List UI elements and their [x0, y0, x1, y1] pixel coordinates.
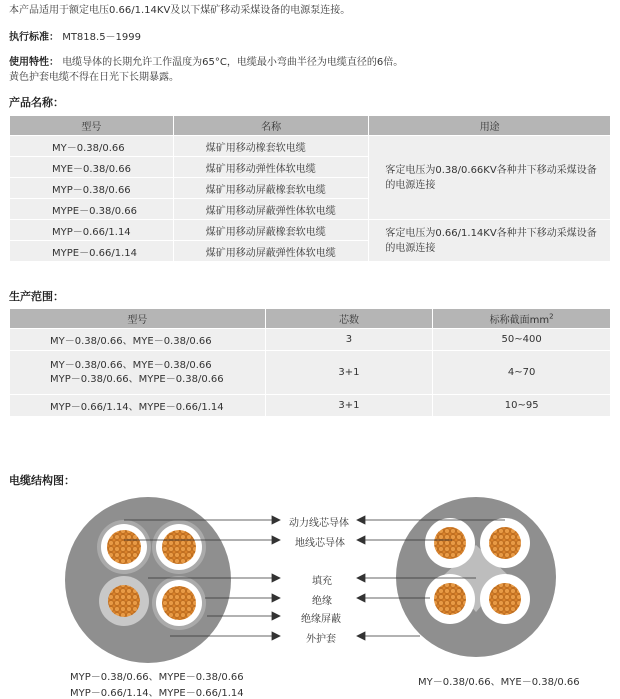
properties-label: 使用特性：: [9, 57, 59, 68]
name-cell: 煤矿用移动弹性体软电缆: [173, 157, 369, 178]
cores-cell: 3+1: [265, 395, 433, 417]
product-names-heading: 产品名称：: [9, 96, 64, 109]
power-conductor: [162, 530, 196, 564]
arrow-head: [272, 516, 280, 524]
model-line-2: MYP－0.38/0.66、MYPE－0.38/0.66: [50, 373, 224, 385]
properties-text-2: 黄色护套电缆不得在日光下长期暴露。: [9, 72, 179, 83]
name-cell: 煤矿用移动屏蔽橡套软电缆: [173, 220, 369, 241]
arrow-head: [357, 516, 365, 524]
power-conductor: [107, 530, 141, 564]
section-cell: 10~95: [433, 395, 611, 417]
usage-2-line-2: 的电源连接: [385, 242, 436, 254]
standard-line: [9, 31, 141, 45]
arrow-head: [272, 612, 280, 620]
table-row: [10, 329, 611, 351]
table-row: [10, 136, 611, 157]
product-names-table: [9, 115, 611, 262]
arrow-head: [272, 632, 280, 640]
arrow-head: [357, 536, 365, 544]
header-model: 型号: [10, 116, 174, 136]
ground-conductor: [108, 585, 140, 617]
usage-2-line-1: 客定电压为0.66/1.14KV各种井下移动采煤设备: [385, 227, 597, 239]
left-caption-line-2: MYP－0.66/1.14、MYPE－0.66/1.14: [70, 688, 244, 699]
power-conductor: [162, 586, 196, 620]
right-caption: MY－0.38/0.66、MYE－0.38/0.66: [418, 677, 580, 688]
usage-1-line-2: 的电源连接: [385, 179, 436, 191]
arrow-head: [272, 594, 280, 602]
model-cell: MYP－0.66/1.14、MYPE－0.66/1.14: [10, 395, 266, 417]
label-ground-conductor: 地线芯导体: [295, 538, 345, 549]
table-header-row: [10, 116, 611, 136]
production-range-table: [9, 308, 611, 417]
name-cell: 煤矿用移动橡套软电缆: [173, 136, 369, 157]
cable-structure-diagram: [0, 480, 620, 699]
standard-label: 执行标准：: [9, 32, 59, 43]
model-cell: [10, 351, 266, 395]
table-row: [10, 395, 611, 417]
model-cell: MY－0.38/0.66: [10, 136, 174, 157]
properties-line-1: [9, 56, 403, 70]
model-line-1: MY－0.38/0.66、MYE－0.38/0.66: [50, 359, 212, 371]
header-cores: 芯数: [265, 309, 433, 329]
power-conductor: [489, 583, 521, 615]
usage-cell-2: [369, 220, 611, 262]
arrow-head: [272, 536, 280, 544]
properties-text-1: 电缆导体的长期允许工作温度为65°C，电缆最小弯曲半径为电缆直径的6倍。: [62, 57, 404, 68]
header-name: 名称: [173, 116, 369, 136]
arrow-head: [357, 594, 365, 602]
name-cell: 煤矿用移动屏蔽橡套软电缆: [173, 178, 369, 199]
label-filler: 填充: [312, 576, 332, 587]
standard-value: MT818.5－1999: [62, 32, 142, 43]
header-section-text: 标称截面mm: [489, 315, 550, 326]
header-usage: 用途: [369, 116, 611, 136]
name-cell: 煤矿用移动屏蔽弹性体软电缆: [173, 199, 369, 220]
usage-cell-1: [369, 136, 611, 220]
label-power-conductor: 动力线芯导体: [289, 518, 349, 529]
section-cell: 50~400: [433, 329, 611, 351]
power-conductor: [489, 527, 521, 559]
name-cell: 煤矿用移动屏蔽弹性体软电缆: [173, 241, 369, 262]
outer-sheath: [65, 497, 231, 663]
label-insulation: 绝缘: [312, 596, 332, 607]
cores-cell: 3: [265, 329, 433, 351]
model-cell: MYPE－0.66/1.14: [10, 241, 174, 262]
header-model: 型号: [10, 309, 266, 329]
cores-cell: 3+1: [265, 351, 433, 395]
table-row: [10, 220, 611, 241]
label-insulation-shield: 绝缘屏蔽: [301, 614, 341, 625]
model-cell: MYP－0.38/0.66: [10, 178, 174, 199]
label-outer-sheath: 外护套: [306, 634, 336, 645]
production-range-heading: 生产范围：: [9, 290, 64, 303]
section-cell: 4~70: [433, 351, 611, 395]
header-section-sup: 2: [549, 312, 554, 321]
power-conductor: [434, 527, 466, 559]
left-caption-line-1: MYP－0.38/0.66、MYPE－0.38/0.66: [70, 672, 244, 683]
model-cell: MY－0.38/0.66、MYE－0.38/0.66: [10, 329, 266, 351]
power-conductor: [434, 583, 466, 615]
right-cable-cross-section: [396, 497, 556, 657]
intro-text: 本产品适用于额定电压0.66/1.14KV及以下煤矿移动采煤设备的电源泵连接。: [9, 5, 351, 16]
model-cell: MYP－0.66/1.14: [10, 220, 174, 241]
arrow-head: [272, 574, 280, 582]
left-cable-cross-section: [65, 497, 231, 663]
model-cell: MYPE－0.38/0.66: [10, 199, 174, 220]
table-row: [10, 351, 611, 395]
structure-heading: 电缆结构图：: [9, 474, 75, 487]
usage-1-line-1: 客定电压为0.38/0.66KV各种井下移动采煤设备: [385, 164, 597, 176]
header-section: [433, 309, 611, 329]
table-header-row: [10, 309, 611, 329]
model-cell: MYE－0.38/0.66: [10, 157, 174, 178]
arrow-head: [357, 632, 365, 640]
arrow-head: [357, 574, 365, 582]
